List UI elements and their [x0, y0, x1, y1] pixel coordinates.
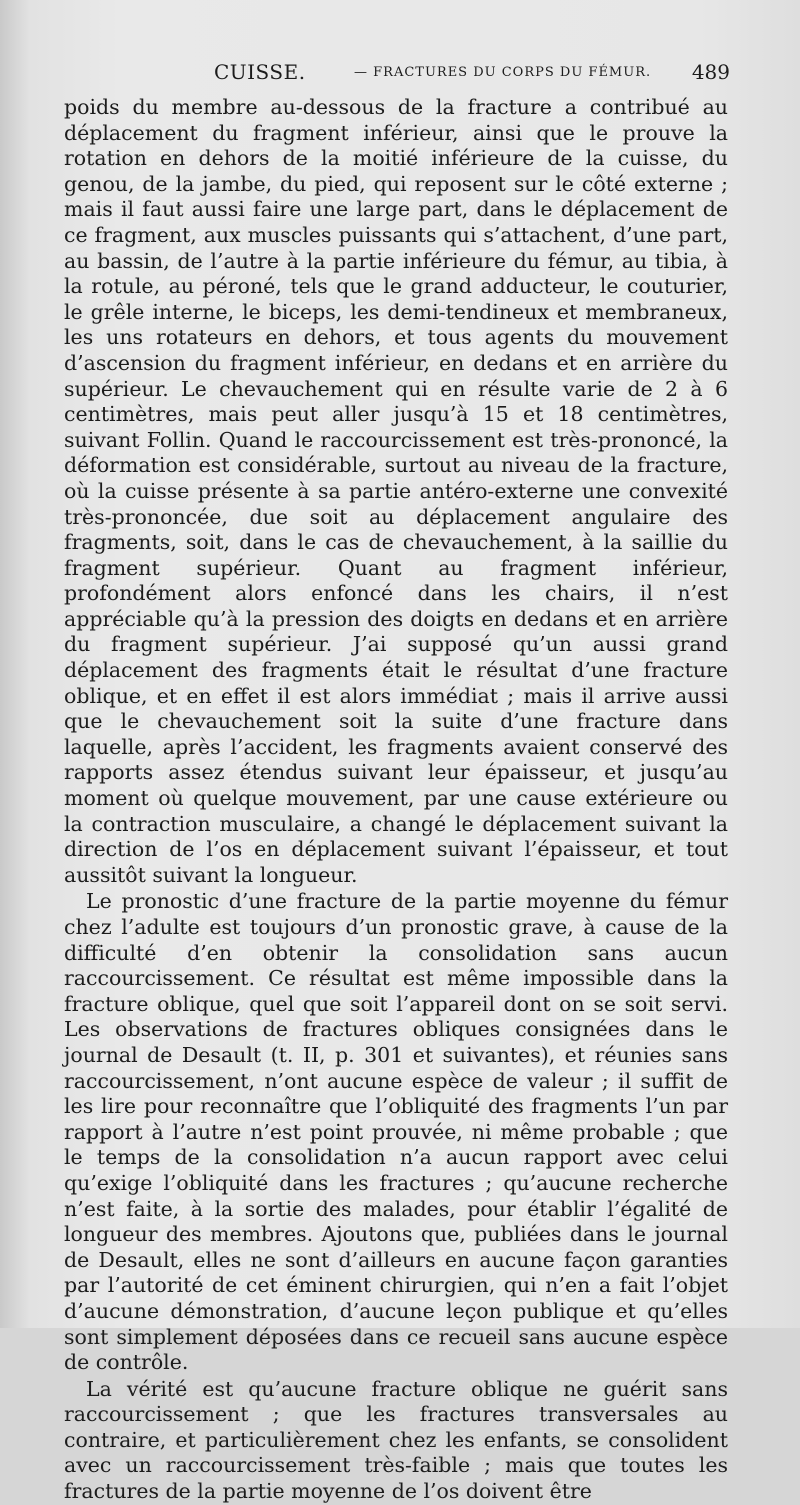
running-head-subtitle: — FRACTURES DU CORPS DU FÉMUR.	[354, 65, 652, 80]
running-head-title: CUISSE.	[214, 60, 306, 84]
paragraph-truth: La vérité est qu’aucune fracture oblique ne guérit sans raccourcissement ; que les fractures transversales au contraire, et particulièrement chez les enfants, se consolident avec un raccourcissement très-faible ; mais que toutes les fractures de la partie moyenne de l’os doivent être	[64, 1376, 728, 1504]
paragraph-continued: poids du membre au-dessous de la fracture a contribué au déplacement du fragment inférieur, ainsi que le prouve la rotation en dehors de la moitié inférieure de la cuisse, du genou, de la jambe, du pied, qui reposent sur le côté externe ; mais il faut aussi faire une large part, dans le déplacement de ce fragment, aux muscles puissants qui s’attachent, d’une part, au bassin, de l’autre à la partie inférieure du fémur, au tibia, à la rotule, au péroné, tels que le grand adducteur, le couturier, le grêle interne, le biceps, les demi-tendineux et membraneux, les uns rotateurs en dehors, et tous agents du mouvement d’ascension du fragment inférieur, en dedans et en arrière du supérieur. Le chevauchement qui en résulte varie de 2 à 6 centimètres, mais peut aller jusqu’à 15 et 18 centimètres, suivant Follin. Quand le raccourcissement est très-prononcé, la déformation est considérable, surtout au niveau de la fracture, où la cuisse présente à sa partie antéro-externe une convexité très-prononcée, due soit au déplacement angulaire des fragments, soit, dans le cas de chevauchement, à la saillie du fragment supérieur. Quant au fragment inférieur, profondément alors enfoncé dans les chairs, il n’est appréciable qu’à la pression des doigts en dedans et en arrière du fragment supérieur. J’ai supposé qu’un aussi grand déplacement des fragments était le résultat d’une fracture oblique, et en effet il est alors immédiat ; mais il arrive aussi que le chevauchement soit la suite d’une fracture dans laquelle, après l’accident, les fragments avaient conservé des rapports assez étendus suivant leur épaisseur, et jusqu’au moment où quelque mouvement, par une cause extérieure ou la contraction musculaire, a changé le déplacement suivant la direction de l’os en déplacement suivant l’épaisseur, et tout aussitôt suivant la longueur.	[64, 95, 728, 887]
page-number: 489	[691, 60, 730, 84]
paragraph-prognosis: Le pronostic d’une fracture de la partie moyenne du fémur chez l’adulte est toujours d’un pronostic grave, à cause de la difficulté d’en obtenir la consolidation sans aucun raccourcissement. Ce résultat est même impossible dans la fracture oblique, quel que soit l’appareil dont on se soit servi. Les observations de fractures obliques consignées dans le journal de Desault (t. II, p. 301 et suivantes), et réunies sans raccourcissement, n’ont aucune espèce de valeur ; il suffit de les lire pour reconnaître que l’obliquité des fragments l’un par rapport à l’autre n’est point prouvée, ni même probable ; que le temps de la consolidation n’a aucun rapport avec celui qu’exige l’obliquité dans les fractures ; qu’aucune recherche n’est faite, à la sortie des malades, pour établir l’égalité de longueur des membres. Ajoutons que, publiées dans le journal de Desault, elles ne sont d’ailleurs en aucune façon garanties par l’autorité de cet éminent chirurgien, qui n’en a fait l’objet d’aucune démonstration, d’aucune leçon publique et qu’elles sont simplement déposées dans ce recueil sans aucune espèce de contrôle.	[64, 889, 728, 1375]
body-text	[64, 95, 728, 1505]
running-head	[64, 60, 736, 90]
